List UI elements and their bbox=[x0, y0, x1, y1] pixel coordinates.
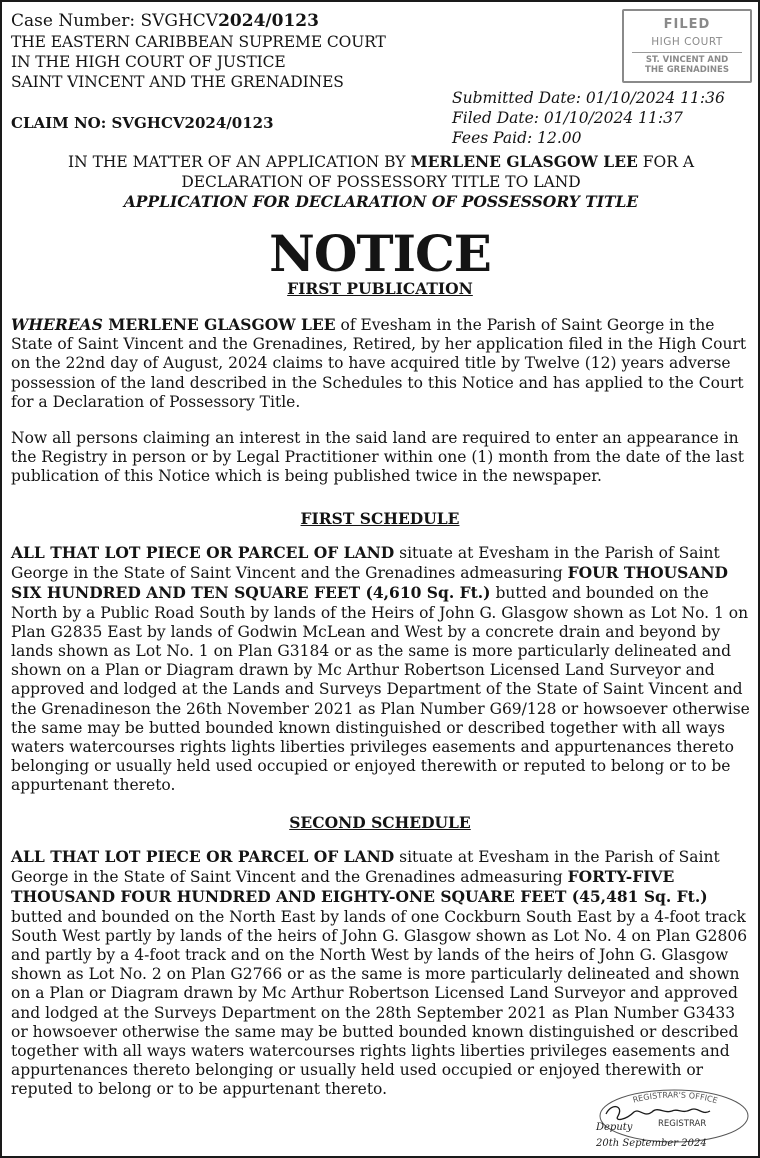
claim-number: CLAIM NO: SVGHCV2024/0123 bbox=[11, 114, 274, 132]
court-name-line-3: SAINT VINCENT AND THE GRENADINES bbox=[11, 73, 344, 91]
handwritten-deputy: Deputy bbox=[596, 1122, 633, 1133]
matter-applicant: MERLENE GLASGOW LEE bbox=[410, 152, 638, 171]
second-schedule-text bbox=[11, 847, 751, 1100]
case-number bbox=[11, 10, 386, 32]
matter-line-1 bbox=[12, 152, 750, 172]
matter-suffix: FOR A bbox=[637, 153, 695, 171]
filing-dates bbox=[452, 88, 725, 148]
whereas-paragraph bbox=[11, 315, 751, 412]
whereas-word: WHEREAS bbox=[11, 315, 103, 334]
matter-line-2: DECLARATION OF POSSESSORY TITLE TO LAND bbox=[181, 173, 581, 191]
matter-heading bbox=[12, 152, 750, 212]
matter-prefix: IN THE MATTER OF AN APPLICATION BY bbox=[67, 153, 411, 171]
case-number-prefix: Case Number: SVGHCV bbox=[11, 11, 219, 31]
application-title: APPLICATION FOR DECLARATION OF POSSESSORY TITLE bbox=[123, 192, 639, 211]
court-name-line-2: IN THE HIGH COURT OF JUSTICE bbox=[11, 53, 286, 71]
filed-stamp-line-1: ST. VINCENT AND bbox=[645, 55, 729, 65]
filed-stamp-divider bbox=[632, 52, 742, 53]
filed-date: Filed Date: 01/10/2024 11:37 bbox=[452, 109, 683, 127]
fees-paid: Fees Paid: 12.00 bbox=[452, 129, 582, 147]
filed-stamp-court: HIGH COURT bbox=[651, 36, 723, 48]
notice-title: NOTICE bbox=[269, 224, 491, 283]
second-schedule-text-b: butted and bounded on the North East by lands of one Cockburn South East by a 4-foot track South West partly by lands of the heirs of John G. Glasgow shown as Lot No. 4 on Plan G2806 and partly by a 4-foot track and on the North West by lands of the heirs of John G. Glasgow shown as Lot No. 2 on Plan G2766 or as the same is more particularly delineated and shown on a Plan or Diagram drawn by Mc Arthur Robertson Licensed Land Surveyor and approved and lodged at the Surveys Department on the 28th September 2021 as Plan Number G3433 or howsoever otherwise the same may be butted bounded known distinguished or described together with all ways waters watercourses rights lights liberties privileges easements and appurtenances thereto belonging or usually held used occupied or enjoyed therewith or reputed to belong or to be appurtenant thereto. bbox=[11, 907, 748, 1099]
signature-scrawl bbox=[606, 1107, 710, 1120]
registrar-stamp bbox=[594, 1084, 754, 1154]
second-schedule-text-a: situate at Evesham in the Parish of Saint George in the State of Saint Vincent and the Grenadines admeasuring bbox=[11, 848, 720, 887]
submitted-date: Submitted Date: 01/10/2024 11:36 bbox=[452, 89, 725, 107]
first-schedule-text bbox=[11, 543, 751, 796]
applicant-name: MERLENE GLASGOW LEE bbox=[102, 315, 336, 334]
first-schedule-lead: ALL THAT LOT PIECE OR PARCEL OF LAND bbox=[11, 543, 395, 562]
case-number-value: 2024/0123 bbox=[218, 11, 319, 31]
filed-stamp bbox=[622, 9, 752, 83]
first-schedule-area: FOUR THOUSAND SIX HUNDRED AND TEN SQUARE FEET (4,610 Sq. Ft.) bbox=[11, 563, 728, 603]
filed-stamp-title: FILED bbox=[663, 17, 711, 32]
filed-stamp-line-2: THE GRENADINES bbox=[645, 65, 729, 75]
second-schedule-lead: ALL THAT LOT PIECE OR PARCEL OF LAND bbox=[11, 847, 395, 866]
second-schedule-heading: SECOND SCHEDULE bbox=[289, 813, 471, 832]
first-schedule-text-b: butted and bounded on the North by a Public Road South by lands of the Heirs of John G. Glasgow shown as Lot No. 1 on Plan G2835 East by lands of Godwin McLean and West by a concrete drain and beyond by lands shown as Lot No. 1 on Plan G3184 or as the same is more particularly delineated and shown on a Plan or Diagram drawn by Mc Arthur Robertson Licensed Land Surveyor and approved and lodged at the Lands and Surveys Department of the State of Saint Vincent and the Grenadineson the 26th November 2021 as Plan Number G69/128 or howsoever otherwise the same may be butted bounded known distinguished or described together with all ways waters watercourses rights lights liberties privileges easements and appurtenances thereto belonging or usually held used occupied or enjoyed therewith or reputed to belong or to be appurtenant thereto. bbox=[11, 584, 750, 795]
registrar-label: REGISTRAR bbox=[658, 1119, 707, 1129]
first-schedule-text-a: situate at Evesham in the Parish of Saint George in the State of Saint Vincent and the Grenadines admeasuring bbox=[11, 544, 720, 583]
court-header bbox=[11, 10, 386, 92]
court-name-line-1: THE EASTERN CARIBBEAN SUPREME COURT bbox=[11, 33, 386, 51]
registrar-stamp-arc-text: REGISTRAR'S OFFICE bbox=[631, 1090, 719, 1106]
handwritten-date: 20th September 2024 bbox=[596, 1138, 707, 1149]
claims-paragraph: Now all persons claiming an interest in the said land are required to enter an appearance in the Registry in person or by Legal Practitioner within one (1) month from the date of the last publication of this Notice which is being published twice in the newspaper. bbox=[11, 429, 744, 486]
publication-subtitle: FIRST PUBLICATION bbox=[287, 279, 473, 298]
first-schedule-heading: FIRST SCHEDULE bbox=[300, 509, 460, 528]
second-schedule-area: FORTY-FIVE THOUSAND FOUR HUNDRED AND EIGHTY-ONE SQUARE FEET (45,481 Sq. Ft.) bbox=[11, 867, 708, 907]
whereas-text: of Evesham in the Parish of Saint George in the State of Saint Vincent and the Grenadines, Retired, by her application filed in the High Court on the 22nd day of August, 2024 claims to have acquired title by Twelve (12) years adverse possession of the land described in the Schedules to this Notice and has applied to the Court for a Declaration of Possessory Title. bbox=[11, 316, 747, 411]
